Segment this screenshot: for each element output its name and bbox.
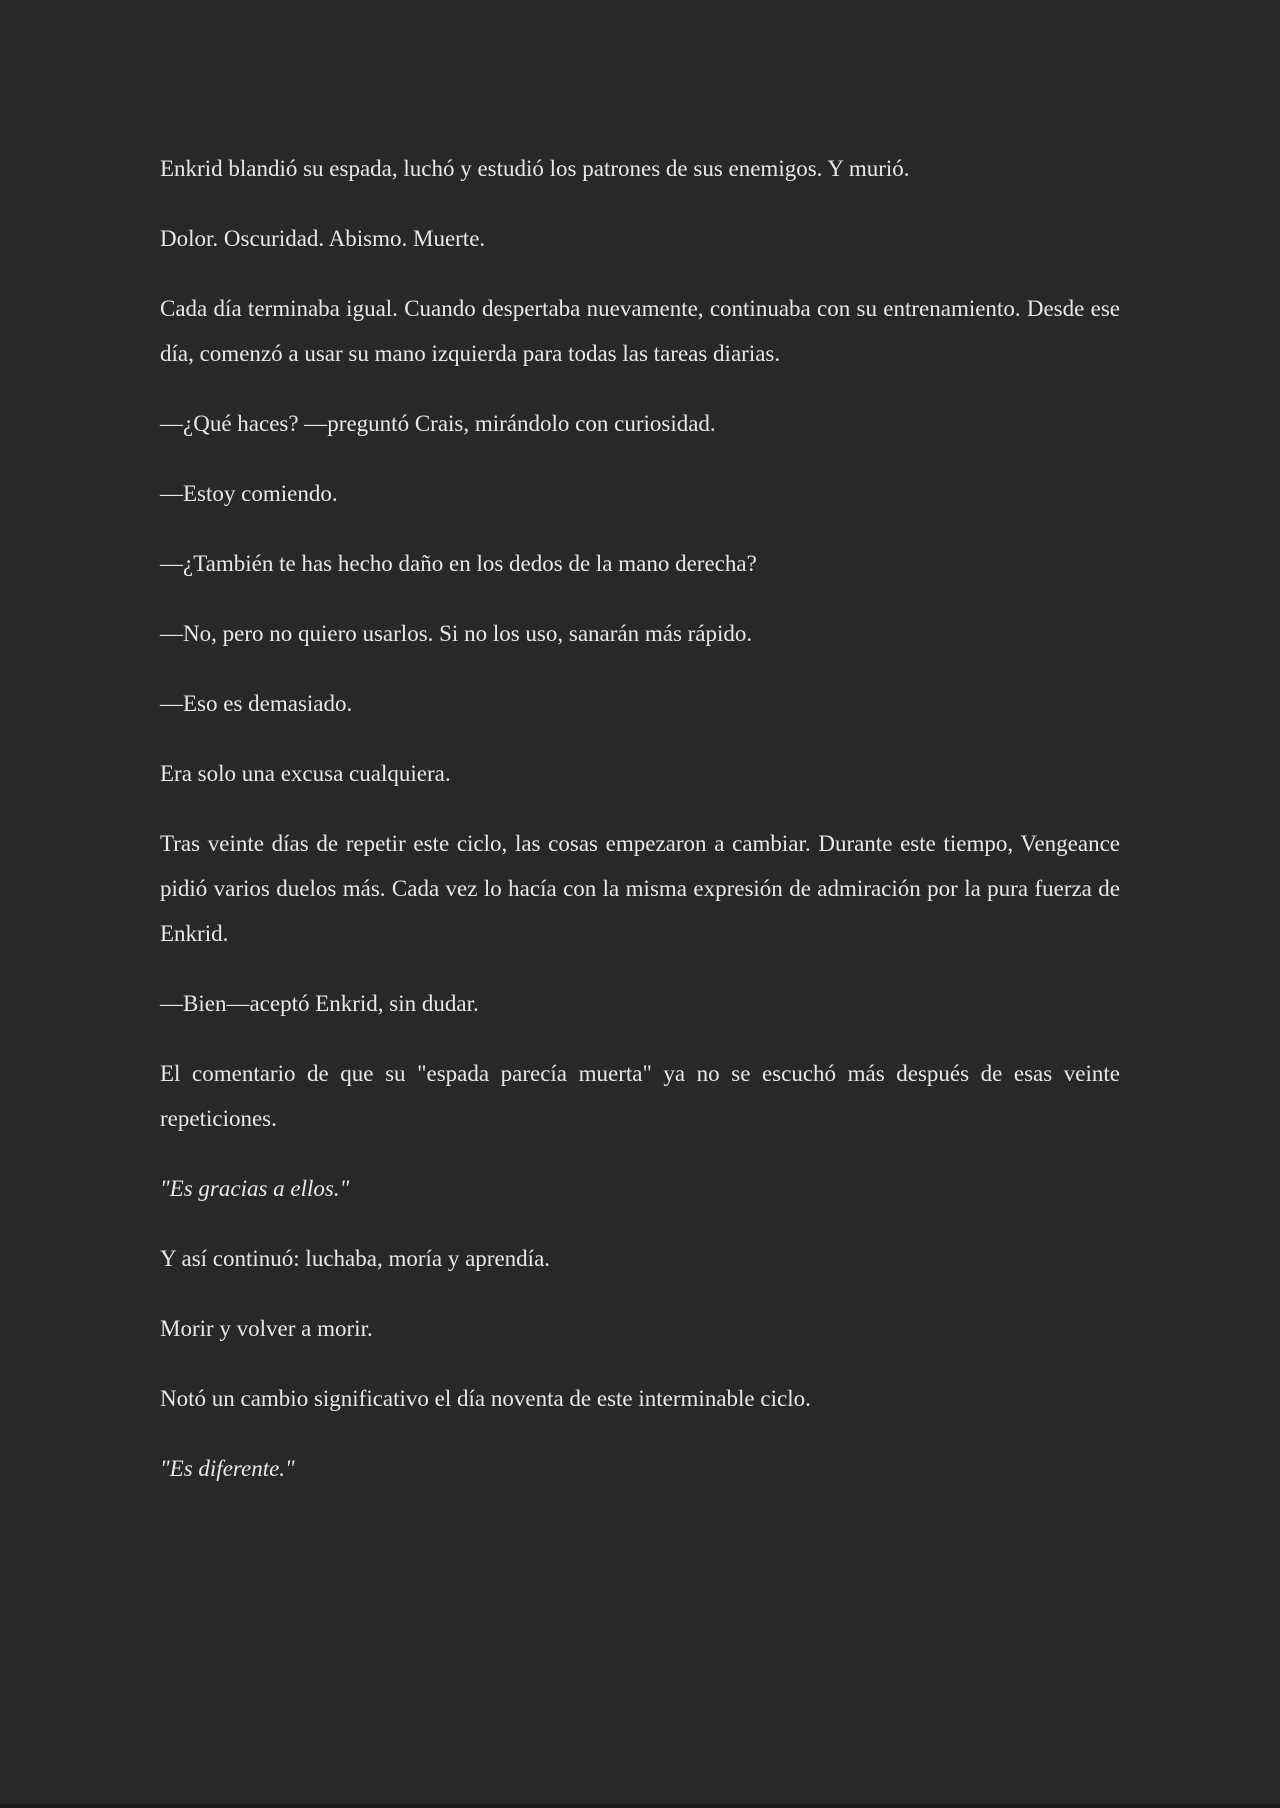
paragraph: Dolor. Oscuridad. Abismo. Muerte. — [160, 226, 486, 251]
viewport-bottom-edge — [0, 1804, 1280, 1808]
paragraph-dialogue: —Eso es demasiado. — [160, 691, 353, 716]
paragraph: Morir y volver a morir. — [160, 1316, 373, 1341]
paragraph-dialogue: —¿También te has hecho daño en los dedos de la mano derecha? — [160, 551, 757, 576]
paragraph-dialogue: —Estoy comiendo. — [160, 481, 338, 506]
reading-page — [160, 0, 1120, 1491]
paragraph: Tras veinte días de repetir este ciclo, las cosas empezaron a cambiar. Durante este tiempo, Vengeance pidió varios duelos más. Cada vez lo hacía con la misma expresión de admiración por la pura fuerza de Enkrid. — [160, 831, 1120, 946]
paragraph-dialogue: —No, pero no quiero usarlos. Si no los uso, sanarán más rápido. — [160, 621, 753, 646]
paragraph-inner-thought: "Es gracias a ellos." — [160, 1176, 350, 1201]
paragraph-dialogue: —Bien—aceptó Enkrid, sin dudar. — [160, 991, 479, 1016]
paragraph: El comentario de que su "espada parecía muerta" ya no se escuchó más después de esas veinte repeticiones. — [160, 1061, 1120, 1131]
paragraph: Cada día terminaba igual. Cuando despertaba nuevamente, continuaba con su entrenamiento. Desde ese día, comenzó a usar su mano izquierda para todas las tareas diarias. — [160, 296, 1120, 366]
paragraph: Y así continuó: luchaba, moría y aprendía. — [160, 1246, 551, 1271]
paragraph: Era solo una excusa cualquiera. — [160, 761, 451, 786]
paragraph: Enkrid blandió su espada, luchó y estudió los patrones de sus enemigos. Y murió. — [160, 156, 910, 181]
paragraph-inner-thought: "Es diferente." — [160, 1456, 295, 1481]
paragraph: Notó un cambio significativo el día noventa de este interminable ciclo. — [160, 1386, 811, 1411]
paragraph-dialogue: —¿Qué haces? —preguntó Crais, mirándolo con curiosidad. — [160, 411, 716, 436]
